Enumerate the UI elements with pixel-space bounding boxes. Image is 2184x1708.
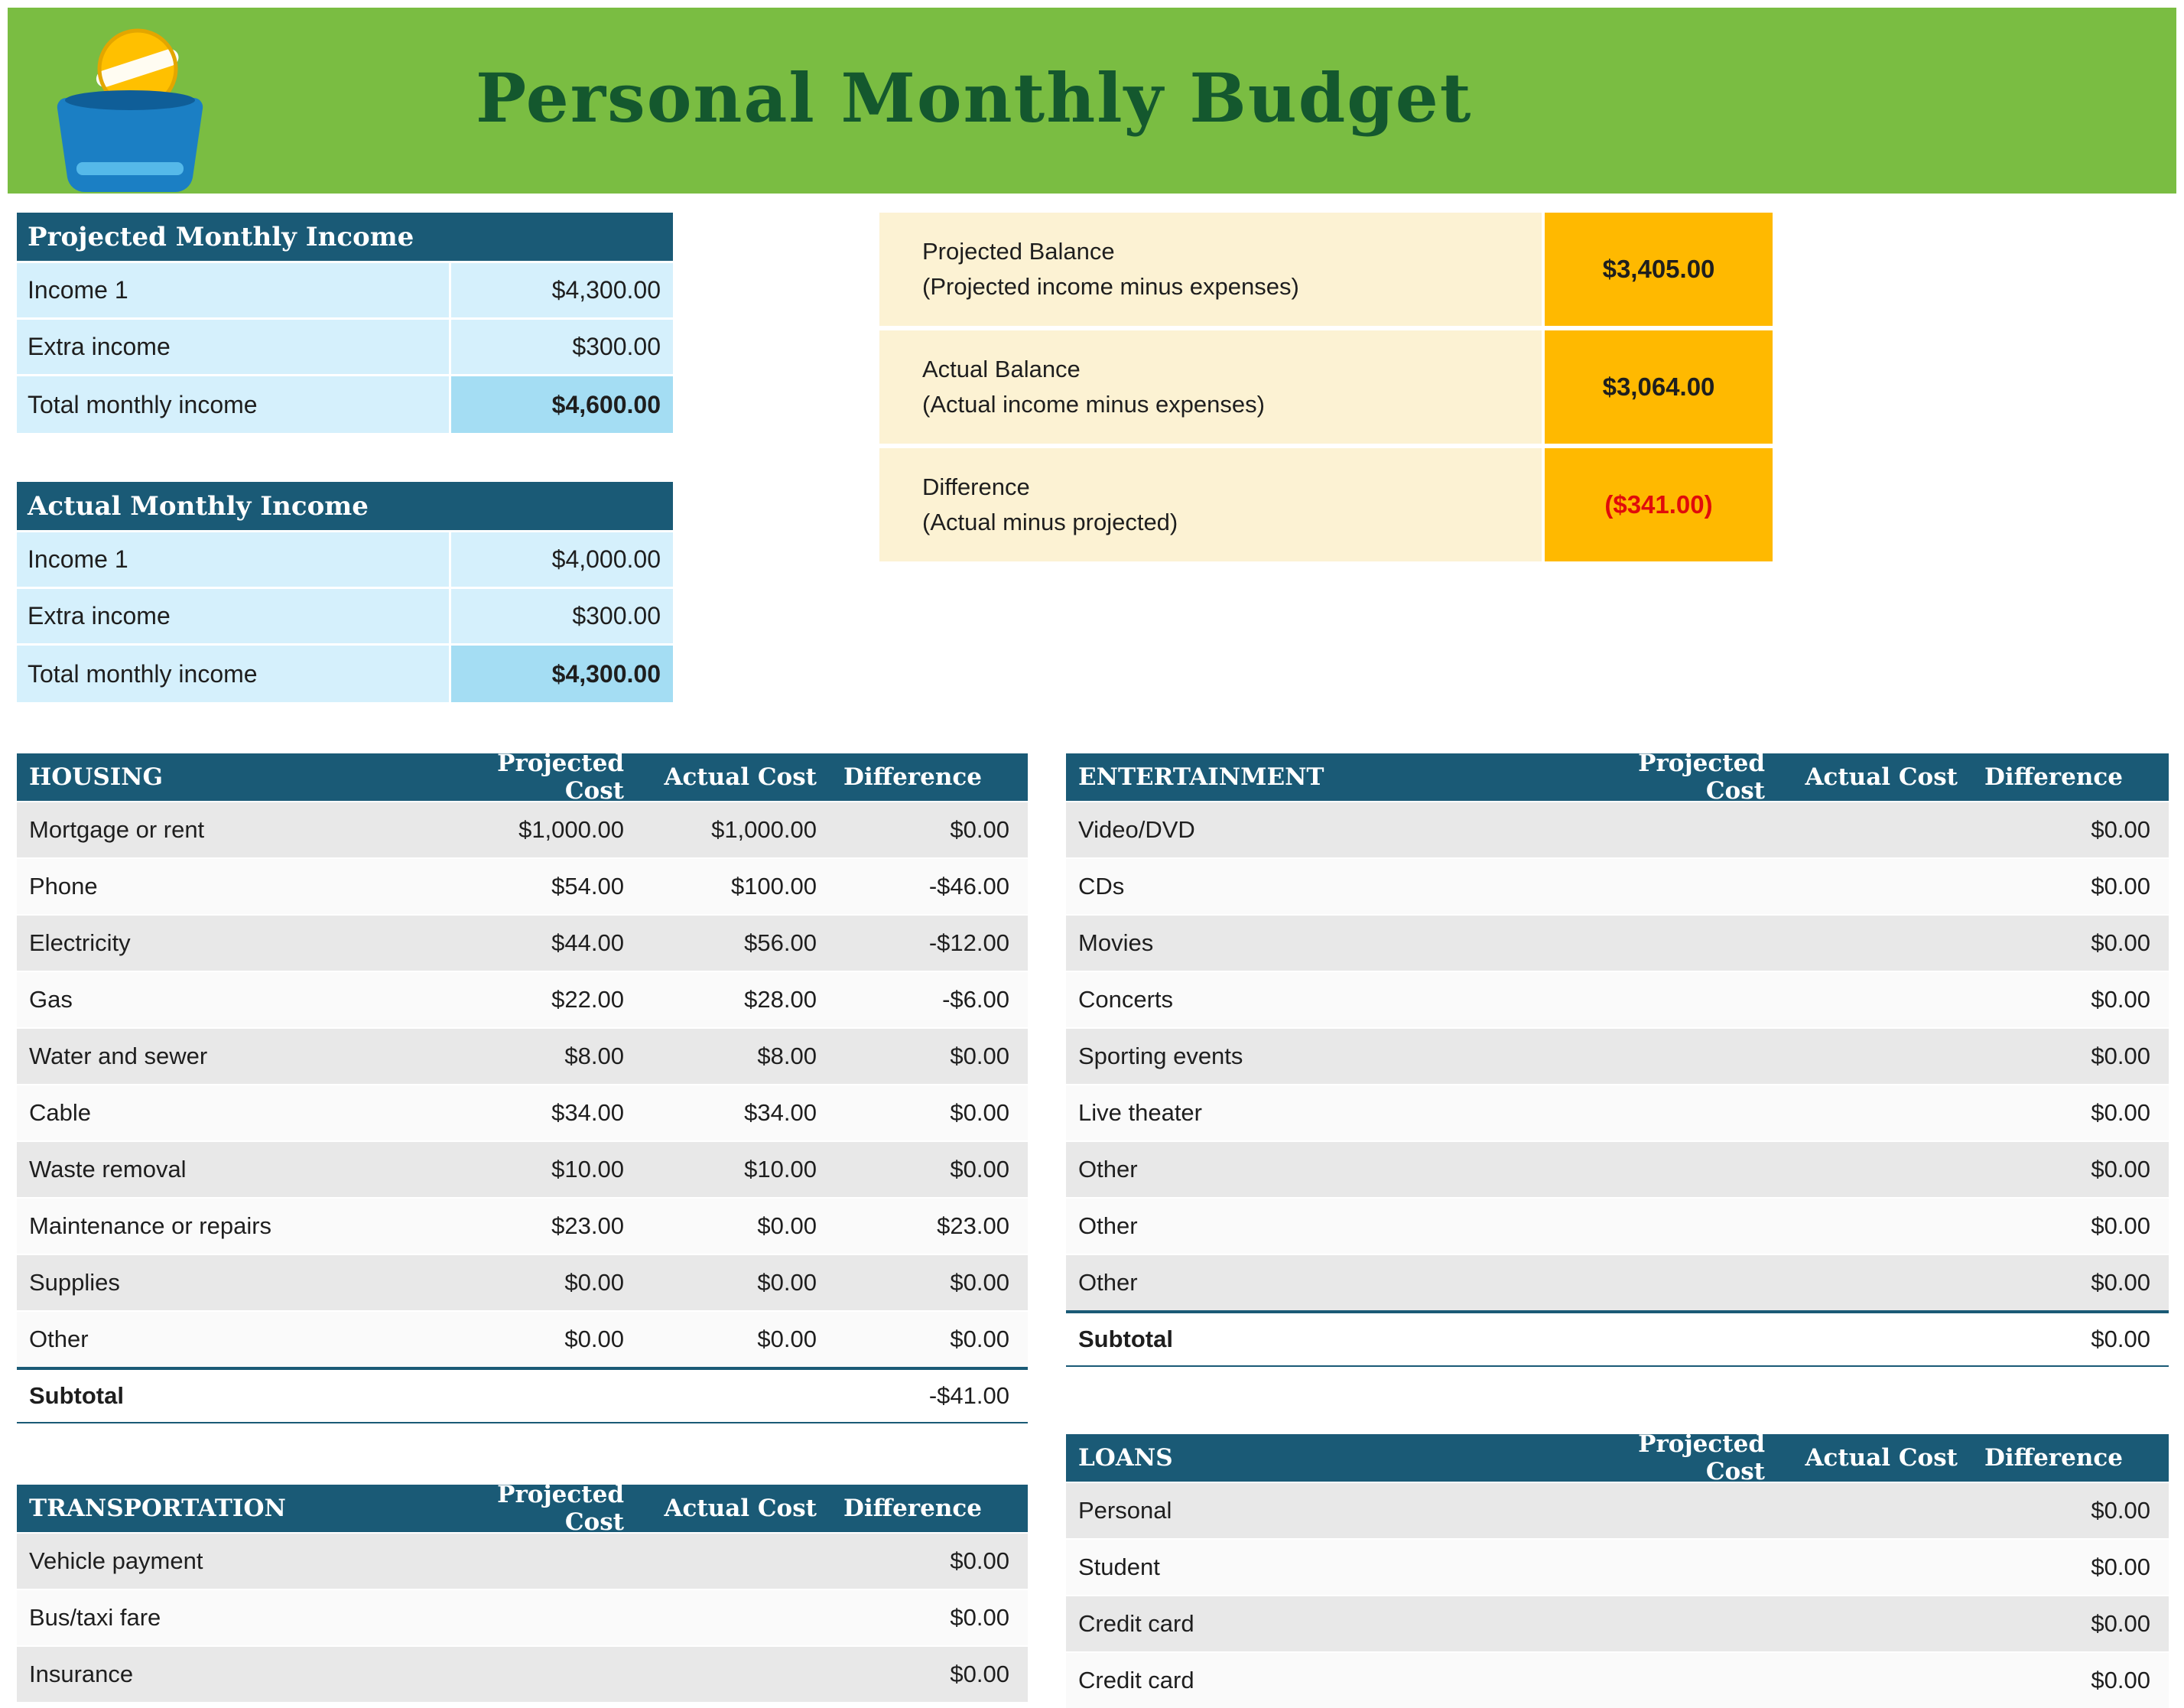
cell-difference[interactable]: $0.00 — [950, 1156, 1009, 1183]
table-row — [17, 971, 1028, 1027]
table-row — [17, 1084, 1028, 1140]
table-row — [17, 1140, 1028, 1197]
banner — [8, 8, 2176, 194]
row-label[interactable]: Gas — [29, 986, 73, 1013]
cell-difference[interactable]: $0.00 — [950, 1547, 1009, 1574]
row-label[interactable]: Cable — [29, 1099, 91, 1126]
row-label[interactable]: Phone — [29, 873, 98, 900]
balance-label-cell[interactable] — [879, 213, 1542, 326]
balance-label-cell[interactable] — [879, 330, 1542, 444]
row-label[interactable]: Waste removal — [29, 1156, 187, 1183]
income-label-cell[interactable]: Extra income — [17, 320, 451, 374]
table-row — [17, 914, 1028, 971]
cell-difference[interactable]: $0.00 — [950, 816, 1009, 843]
column-header: Actual Cost — [1805, 763, 1958, 791]
table-row — [1066, 857, 2169, 914]
table-row — [1066, 1651, 2169, 1708]
table-row — [1066, 1197, 2169, 1254]
cell-difference[interactable]: $0.00 — [2091, 1043, 2150, 1069]
left-expense-column — [17, 750, 1028, 1702]
table-title: TRANSPORTATION — [29, 1495, 286, 1522]
cell-difference[interactable]: $0.00 — [2091, 929, 2150, 956]
row-label[interactable]: Other — [1078, 1269, 1138, 1296]
balance-label: Actual Balance — [922, 356, 1081, 382]
cell-difference[interactable]: $0.00 — [2091, 1497, 2150, 1524]
table-row — [17, 1197, 1028, 1254]
cell-projected[interactable]: $0.00 — [564, 1269, 624, 1296]
table-row — [1066, 1254, 2169, 1310]
housing-table — [17, 750, 1028, 1423]
row-label[interactable]: Electricity — [29, 929, 131, 956]
cell-difference[interactable]: $0.00 — [2091, 1212, 2150, 1239]
cell-actual[interactable]: $34.00 — [744, 1099, 817, 1126]
row-label[interactable]: Bus/taxi fare — [29, 1604, 161, 1631]
table-row — [1066, 1084, 2169, 1140]
expense-table-header — [1066, 750, 2169, 805]
cell-difference[interactable]: $0.00 — [2091, 986, 2150, 1013]
cell-difference[interactable]: $0.00 — [2091, 873, 2150, 900]
balance-row — [879, 448, 1773, 561]
cell-difference[interactable]: $0.00 — [950, 1269, 1009, 1296]
cell-actual[interactable]: $8.00 — [757, 1043, 817, 1069]
table-row — [1066, 1538, 2169, 1595]
column-header: Projected Cost — [497, 750, 624, 805]
expense-table-header — [17, 750, 1028, 805]
cell-difference[interactable]: $0.00 — [2091, 1269, 2150, 1296]
row-label[interactable]: Mortgage or rent — [29, 816, 205, 843]
table-row — [17, 1027, 1028, 1084]
column-header: Actual Cost — [1805, 1444, 1958, 1472]
balance-sublabel: (Actual income minus expenses) — [922, 391, 1265, 418]
cell-difference[interactable]: -$46.00 — [928, 873, 1009, 900]
column-header: Actual Cost — [664, 1495, 817, 1522]
row-label[interactable]: Other — [1078, 1156, 1138, 1183]
balance-label-cell[interactable] — [879, 448, 1542, 561]
cell-difference[interactable]: $0.00 — [2091, 1667, 2150, 1693]
transportation-table — [17, 1481, 1028, 1702]
cell-projected[interactable]: $8.00 — [564, 1043, 624, 1069]
row-label[interactable]: Other — [1078, 1212, 1138, 1239]
row-label[interactable]: Concerts — [1078, 986, 1174, 1013]
income-value-cell[interactable]: $4,000.00 — [451, 532, 673, 587]
table-row — [1066, 1595, 2169, 1651]
row-label[interactable]: Other — [29, 1326, 89, 1352]
subtotal-difference[interactable]: -$41.00 — [928, 1382, 1009, 1409]
row-label[interactable]: Supplies — [29, 1269, 120, 1296]
page-title: Personal Monthly Budget — [476, 57, 1473, 138]
income-label-cell[interactable]: Income 1 — [17, 532, 451, 587]
cell-actual[interactable]: $0.00 — [757, 1212, 817, 1239]
table-row — [17, 801, 1028, 857]
table-title: HOUSING — [29, 763, 164, 791]
income-total-value-cell[interactable]: $4,300.00 — [451, 646, 673, 702]
subtotal-row — [1066, 1310, 2169, 1367]
table-row — [17, 1532, 1028, 1589]
balance-label: Difference — [922, 473, 1030, 500]
subtotal-difference[interactable]: $0.00 — [2091, 1326, 2150, 1352]
cell-actual[interactable]: $0.00 — [757, 1269, 817, 1296]
entertainment-table — [1066, 750, 2169, 1367]
subtotal-label[interactable]: Subtotal — [29, 1382, 124, 1409]
column-header: Actual Cost — [664, 763, 817, 791]
cell-difference[interactable]: $0.00 — [950, 1604, 1009, 1631]
income-value-cell[interactable]: $300.00 — [451, 320, 673, 374]
expense-table-header — [17, 1481, 1028, 1536]
subtotal-label[interactable]: Subtotal — [1078, 1326, 1173, 1352]
actual-income-header: Actual Monthly Income — [17, 482, 673, 532]
actual-income-table — [17, 482, 673, 702]
column-header: Difference — [1984, 763, 2123, 791]
subtotal-row — [17, 1367, 1028, 1423]
cell-difference[interactable]: $0.00 — [2091, 1553, 2150, 1580]
income-value-cell[interactable]: $300.00 — [451, 589, 673, 643]
income-label-cell[interactable]: Extra income — [17, 589, 451, 643]
table-row — [1066, 914, 2169, 971]
row-label[interactable]: Credit card — [1078, 1610, 1194, 1637]
projected-income-header: Projected Monthly Income — [17, 213, 673, 263]
income-row — [17, 532, 673, 589]
cell-projected[interactable]: $34.00 — [551, 1099, 624, 1126]
column-header: Difference — [843, 1495, 982, 1522]
income-value-cell[interactable]: $4,300.00 — [451, 263, 673, 317]
table-row — [17, 1310, 1028, 1367]
row-label[interactable]: Video/DVD — [1078, 816, 1195, 843]
income-label-cell[interactable]: Income 1 — [17, 263, 451, 317]
table-row — [1066, 1140, 2169, 1197]
column-header: Projected Cost — [1638, 750, 1765, 805]
balance-value-cell[interactable]: ($341.00) — [1545, 448, 1773, 561]
table-title: ENTERTAINMENT — [1078, 763, 1324, 791]
cell-projected[interactable]: $44.00 — [551, 929, 624, 956]
cell-actual[interactable]: $100.00 — [730, 873, 817, 900]
row-label[interactable]: Insurance — [29, 1661, 134, 1687]
income-row — [17, 589, 673, 646]
income-row — [17, 320, 673, 376]
row-label[interactable]: Credit card — [1078, 1667, 1194, 1693]
table-row — [1066, 801, 2169, 857]
cell-actual[interactable]: $1,000.00 — [711, 816, 817, 843]
table-title: LOANS — [1078, 1444, 1173, 1472]
table-row — [17, 1589, 1028, 1645]
cell-difference[interactable]: $0.00 — [2091, 816, 2150, 843]
balance-sublabel: (Actual minus projected) — [922, 509, 1178, 535]
table-row — [17, 857, 1028, 914]
row-label[interactable]: Water and sewer — [29, 1043, 208, 1069]
column-header: Difference — [1984, 1444, 2123, 1472]
table-row — [1066, 1482, 2169, 1538]
cell-actual[interactable]: $56.00 — [744, 929, 817, 956]
cell-difference[interactable]: $0.00 — [950, 1099, 1009, 1126]
cell-projected[interactable]: $54.00 — [551, 873, 624, 900]
cell-actual[interactable]: $0.00 — [757, 1326, 817, 1352]
row-label[interactable]: CDs — [1078, 873, 1125, 900]
cell-difference[interactable]: $0.00 — [2091, 1610, 2150, 1637]
cell-difference[interactable]: $0.00 — [950, 1661, 1009, 1687]
row-label[interactable]: Maintenance or repairs — [29, 1212, 272, 1239]
balance-row — [879, 330, 1773, 444]
table-row — [1066, 971, 2169, 1027]
balance-row — [879, 213, 1773, 326]
balance-label: Projected Balance — [922, 238, 1115, 265]
balance-summary — [879, 213, 1773, 566]
cell-difference[interactable]: $23.00 — [937, 1212, 1009, 1239]
income-total-row — [17, 646, 673, 702]
cell-difference[interactable]: $0.00 — [950, 1043, 1009, 1069]
row-label[interactable]: Movies — [1078, 929, 1154, 956]
column-header: Projected Cost — [497, 1481, 624, 1536]
cell-actual[interactable]: $10.00 — [744, 1156, 817, 1183]
row-label[interactable]: Sporting events — [1078, 1043, 1243, 1069]
table-row — [17, 1645, 1028, 1702]
table-row — [1066, 1027, 2169, 1084]
projected-income-table — [17, 213, 673, 433]
cell-difference[interactable]: -$12.00 — [928, 929, 1009, 956]
cell-actual[interactable]: $28.00 — [744, 986, 817, 1013]
balance-value-cell[interactable]: $3,064.00 — [1545, 330, 1773, 444]
cell-projected[interactable]: $22.00 — [551, 986, 624, 1013]
cell-difference[interactable]: $0.00 — [950, 1326, 1009, 1352]
loans-table — [1066, 1430, 2169, 1708]
column-header: Difference — [843, 763, 982, 791]
right-expense-column — [1066, 750, 2169, 1708]
income-total-label-cell[interactable]: Total monthly income — [17, 646, 451, 702]
row-label[interactable]: Vehicle payment — [29, 1547, 203, 1574]
cell-difference[interactable]: -$6.00 — [942, 986, 1009, 1013]
balance-value-cell[interactable]: $3,405.00 — [1545, 213, 1773, 326]
row-label[interactable]: Student — [1078, 1553, 1160, 1580]
income-total-label-cell[interactable]: Total monthly income — [17, 376, 451, 433]
coin-bucket-icon — [47, 28, 212, 198]
expense-table-header — [1066, 1430, 2169, 1485]
row-label[interactable]: Live theater — [1078, 1099, 1202, 1126]
cell-difference[interactable]: $0.00 — [2091, 1156, 2150, 1183]
income-total-value-cell[interactable]: $4,600.00 — [451, 376, 673, 433]
income-total-row — [17, 376, 673, 433]
cell-projected[interactable]: $10.00 — [551, 1156, 624, 1183]
row-label[interactable]: Personal — [1078, 1497, 1172, 1524]
cell-projected[interactable]: $0.00 — [564, 1326, 624, 1352]
cell-difference[interactable]: $0.00 — [2091, 1099, 2150, 1126]
column-header: Projected Cost — [1638, 1430, 1765, 1485]
cell-projected[interactable]: $1,000.00 — [518, 816, 624, 843]
balance-sublabel: (Projected income minus expenses) — [922, 273, 1299, 300]
cell-projected[interactable]: $23.00 — [551, 1212, 624, 1239]
income-section — [17, 213, 673, 702]
income-row — [17, 263, 673, 320]
table-row — [17, 1254, 1028, 1310]
